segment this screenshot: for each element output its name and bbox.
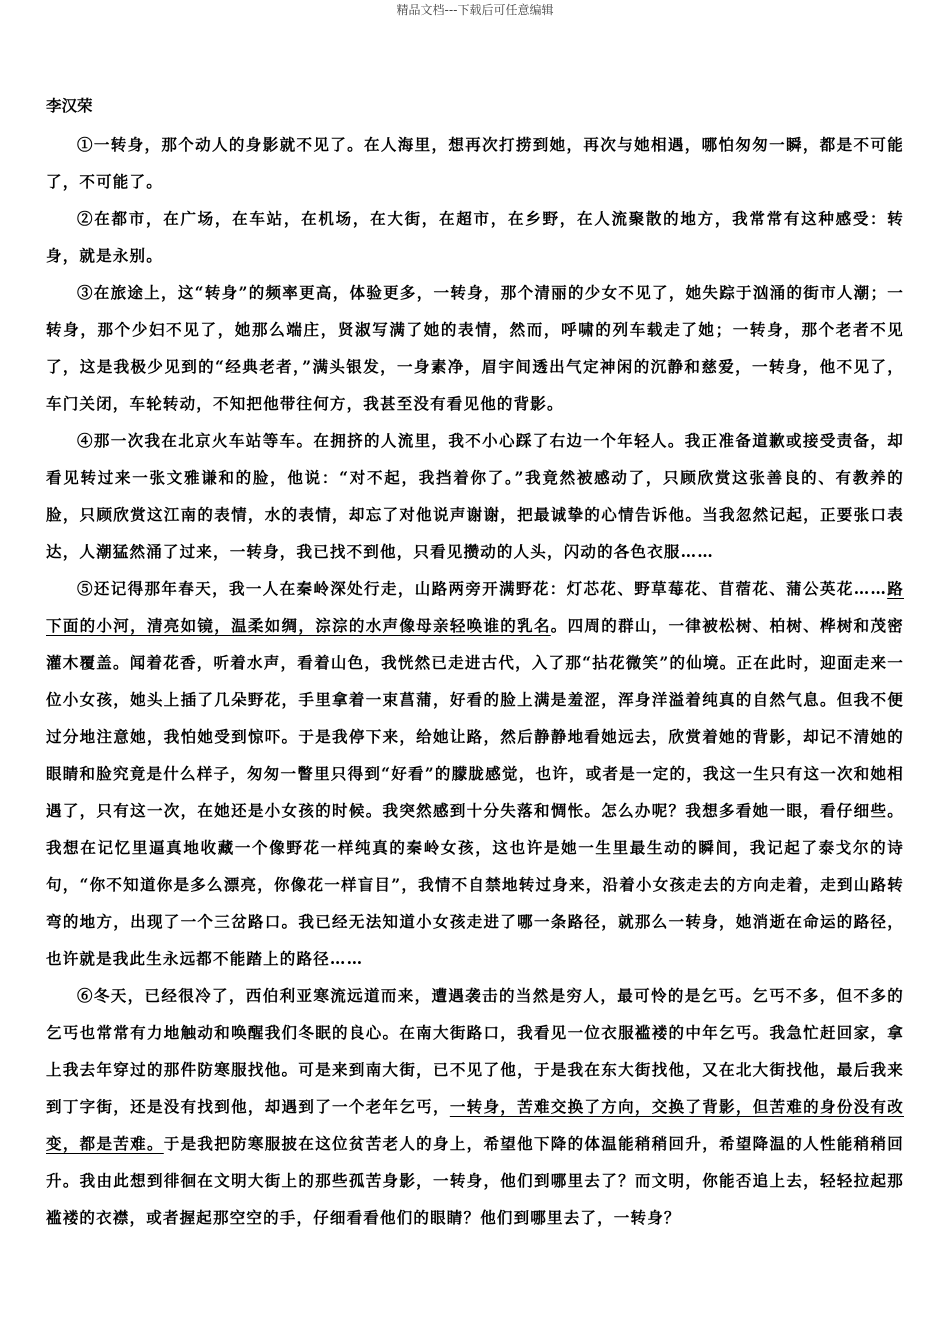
paragraph-6 bbox=[46, 977, 904, 1236]
paragraph-2 bbox=[46, 200, 904, 274]
paragraph-3-text: ③在旅途上，这“转身”的频率更高，体验更多，一转身，那个清丽的少女不见了，她失踪于汹涌的街市人潮；一转身，那个少妇不见了，她那么端庄，贤淑写满了她的表情，然而，呼啸的列车载走了她；一转身，那个老者不见了，这是我极少见到的“经典老者，”满头银发，一身素净，眉宇间透出气定神闲的沉静和慈爱，一转身，他不见了，车门关闭，车轮转动，不知把他带往何方，我甚至没有看见他的背影。 bbox=[46, 283, 904, 413]
paragraph-5-text-continued: 。四周的群山，一律被松树、柏树、桦树和茂密灌木覆盖。闻着花香，听着水声，看着山色，我恍然已走进古代，入了那“拈花微笑”的仙境。正在此时，迎面走来一位小女孩，她头上插了几朵野花，手里拿着一束菖蒲，好看的脸上满是羞涩，浑身洋溢着纯真的自然气息。但我不便过分地注意她，我怕她受到惊吓。于是我停下来，给她让路，然后静静地看她远去，欣赏着她的背影，却记不清她的眼睛和脸究竟是什么样子，匆匆一瞥里只得到“好看”的朦胧感觉，也许，或者是一定的，我这一生只有这一次和她相遇了，只有这一次，在她还是小女孩的时候。我突然感到十分失落和惆怅。怎么办呢？我想多看她一眼，看仔细些。我想在记忆里逼真地收藏一个像野花一样纯真的秦岭女孩，这也许是她一生里最生动的瞬间，我记起了泰戈尔的诗句，“你不知道你是多么漂亮，你像花一样盲目”，我情不自禁地转过身来，沿着小女孩走去的方向走着，走到山路转弯的地方，出现了一个三岔路口。我已经无法知道小女孩走进了哪一条路径，就那么一转身，她消逝在命运的路径，也许就是我此生永远都不能踏上的路径…… bbox=[46, 616, 904, 968]
paragraph-4 bbox=[46, 422, 904, 570]
paragraph-3 bbox=[46, 274, 904, 422]
paragraph-6-text: ⑥冬天，已经很冷了，西伯利亚寒流远道而来，遭遇袭击的当然是穷人，最可怜的是乞丐。乞丐不多，但不多的乞丐也常常有力地触动和唤醒我们冬眠的良心。在南大街路口，我看见一位衣服褴褛的中年乞丐。我急忙赶回家，拿上我去年穿过的那件防寒服找他。可是来到南大街，已不见了他，于是我在东大街找他，又在北大街找他，最后我来到丁字街，还是没有找到他，却遇到了一个老年乞丐， bbox=[46, 986, 904, 1116]
paragraph-4-text: ④那一次我在北京火车站等车。在拥挤的人流里，我不小心踩了右边一个年轻人。我正准备道歉或接受责备，却看见转过来一张文雅谦和的脸，他说：“对不起，我挡着你了。”我竟然被感动了，只顾欣赏这张善良的、有教养的脸，只顾欣赏这江南的表情，水的表情，却忘了对他说声谢谢，把最诚挚的心情告诉他。当我忽然记起，正要张口表达，人潮猛然涌了过来，一转身，我已找不到他，只看见攒动的人头，闪动的各色衣服…… bbox=[46, 431, 904, 561]
paragraph-2-text: ②在都市，在广场，在车站，在机场，在大街，在超市，在乡野，在人流聚散的地方，我常常有这种感受：转身，就是永别。 bbox=[46, 209, 904, 265]
paragraph-1 bbox=[46, 126, 904, 200]
article bbox=[46, 88, 904, 1236]
page-header bbox=[0, 0, 950, 18]
author-name: 李汉荣 bbox=[46, 96, 93, 115]
paragraph-1-text: ①一转身，那个动人的身影就不见了。在人海里，想再次打捞到她，再次与她相遇，哪怕匆匆一瞬，都是不可能了，不可能了。 bbox=[46, 135, 904, 191]
paragraph-6-text-continued: 于是我把防寒服披在这位贫苦老人的身上，希望他下降的体温能稍稍回升，希望降温的人性能稍稍回升。我由此想到徘徊在文明大街上的那些孤苦身影，一转身，他们到哪里去了？而文明，你能否追上去，轻轻拉起那褴褛的衣襟，或者握起那空空的手，仔细看看他们的眼睛？他们到哪里去了，一转身？ bbox=[46, 1134, 904, 1227]
paragraph-5-underlined-sentence: 路下面的小河，清亮如镜，温柔如绸，淙淙的水声像母亲轻唤谁的乳名 bbox=[46, 579, 904, 635]
paragraph-6-underlined-sentence: 一转身，苦难交换了方向，交换了背影，但苦难的身份没有改变，都是苦难。 bbox=[46, 1097, 904, 1153]
paragraph-5 bbox=[46, 570, 904, 977]
paragraph-5-text: ⑤还记得那年春天，我一人在秦岭深处行走，山路两旁开满野花：灯芯花、野草莓花、苜蓿花、蒲公英花…… bbox=[77, 579, 888, 598]
header-text: 精品文档---下载后可任意编辑 bbox=[396, 3, 554, 17]
